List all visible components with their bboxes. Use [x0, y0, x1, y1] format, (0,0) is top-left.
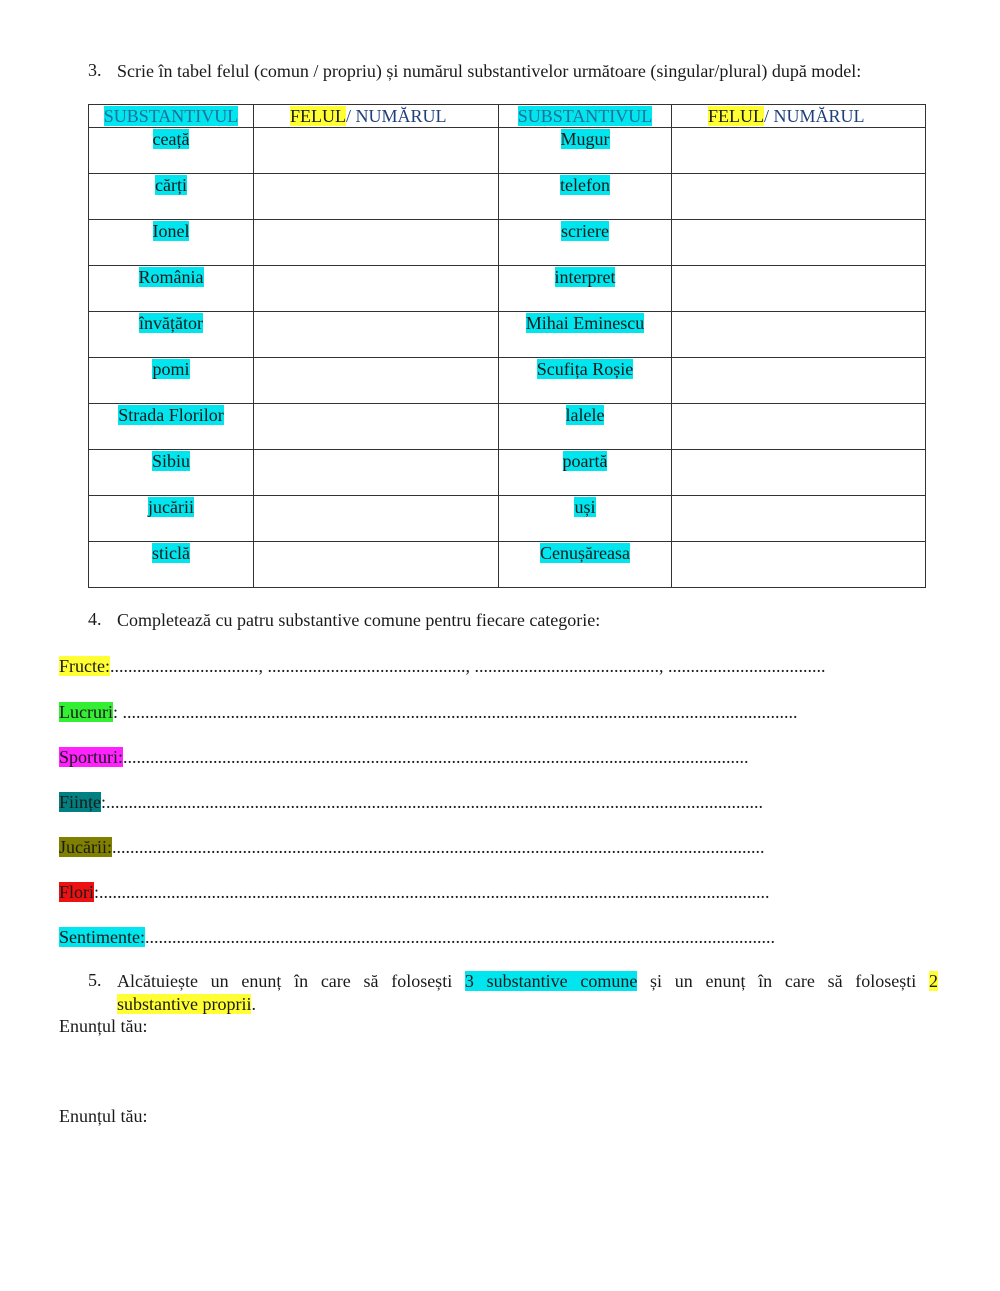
answer-area-2[interactable] [59, 1130, 939, 1190]
noun-cell: Mugur [499, 128, 672, 174]
answer-label-1: Enunțul tău: [59, 1016, 148, 1036]
category-fructe[interactable] [59, 655, 826, 677]
noun-cell: Sibiu [89, 450, 254, 496]
answer-dots: .................................................................................................................................................. [106, 792, 764, 812]
category-sporturi[interactable] [59, 746, 749, 768]
answer-cell[interactable] [254, 404, 499, 450]
header-felul-numarul-1: FELUL/ NUMĂRUL [254, 105, 499, 128]
header-substantivul-2: SUBSTANTIVUL [499, 105, 672, 128]
task-5-number: 5. [88, 970, 102, 990]
noun-cell: scriere [499, 220, 672, 266]
table-row [89, 404, 926, 450]
noun-cell: Strada Florilor [89, 404, 254, 450]
category-label: Sentimente: [59, 927, 145, 947]
answer-dots: ...................................................................................................................................................... [122, 702, 798, 722]
category-jucarii[interactable] [59, 836, 764, 858]
noun-cell: sticlă [89, 542, 254, 588]
noun-cell: pomi [89, 358, 254, 404]
noun-cell: lalele [499, 404, 672, 450]
table-row [89, 174, 926, 220]
noun-cell: ceață [89, 128, 254, 174]
category-label: Fructe: [59, 656, 110, 676]
answer-cell[interactable] [672, 358, 926, 404]
noun-cell: Mihai Eminescu [499, 312, 672, 358]
answer-cell[interactable] [672, 220, 926, 266]
answer-cell[interactable] [672, 266, 926, 312]
category-label: Sporturi: [59, 747, 124, 767]
category-label: Ființe [59, 792, 102, 812]
answer-dots: ........................................................................................................................................... [123, 747, 749, 767]
answer-cell[interactable] [672, 312, 926, 358]
answer-cell[interactable] [254, 220, 499, 266]
category-flori[interactable]: Flori:..................................................................................................................................................... [59, 882, 770, 902]
answer-area-1[interactable] [59, 1040, 939, 1100]
answer-cell[interactable] [254, 128, 499, 174]
table-row [89, 128, 926, 174]
answer-cell[interactable] [254, 266, 499, 312]
table-header-row [89, 105, 926, 128]
noun-cell: interpret [499, 266, 672, 312]
category-lucruri[interactable]: Lucruri: ...................................................................................................................................................... [59, 702, 798, 722]
answer-cell[interactable] [672, 542, 926, 588]
category-label: Lucruri [59, 702, 113, 722]
table-row [89, 542, 926, 588]
noun-cell: uși [499, 496, 672, 542]
answer-cell[interactable] [672, 450, 926, 496]
table-row [89, 496, 926, 542]
noun-cell: Cenușăreasa [499, 542, 672, 588]
substantive-table [88, 104, 926, 588]
answer-label-2: Enunțul tău: [59, 1106, 148, 1126]
noun-cell: cărți [89, 174, 254, 220]
table-row [89, 220, 926, 266]
category-sentimente[interactable] [59, 926, 775, 948]
category-label: Flori [59, 882, 95, 902]
answer-dots: ................................................................................................................................................. [111, 837, 765, 857]
answer-cell[interactable] [254, 496, 499, 542]
answer-cell[interactable] [672, 128, 926, 174]
noun-cell: Scufița Roșie [499, 358, 672, 404]
answer-cell[interactable] [672, 174, 926, 220]
task-3-instruction: Scrie în tabel felul (comun / propriu) și numărul substantivelor următoare (singular/plural) după model: [117, 61, 862, 81]
answer-dots: ................................., ............................................, ........................................., ................................... [110, 656, 826, 676]
answer-cell[interactable] [254, 358, 499, 404]
noun-cell: România [89, 266, 254, 312]
task-5-instruction-line-2: substantive proprii. [117, 994, 256, 1014]
answer-cell[interactable] [254, 174, 499, 220]
answer-cell[interactable] [254, 312, 499, 358]
header-felul-numarul-2: FELUL/ NUMĂRUL [672, 105, 926, 128]
answer-dots: ............................................................................................................................................ [144, 927, 775, 947]
noun-cell: Ionel [89, 220, 254, 266]
table-row [89, 312, 926, 358]
category-label: Jucării: [59, 837, 112, 857]
task-3-number: 3. [88, 60, 102, 80]
answer-cell[interactable] [672, 496, 926, 542]
answer-dots: ..................................................................................................................................................... [99, 882, 770, 902]
answer-cell[interactable] [254, 542, 499, 588]
task-4-number: 4. [88, 609, 102, 629]
table-row [89, 266, 926, 312]
answer-cell[interactable] [672, 404, 926, 450]
task-5-instruction-line-1: Alcătuiește un enunț în care să folosești 3 substantive comune și un enunț în care să folosești 2 [117, 971, 938, 991]
noun-cell: poartă [499, 450, 672, 496]
task-4-instruction: Completează cu patru substantive comune pentru fiecare categorie: [117, 610, 601, 630]
table-row [89, 450, 926, 496]
noun-cell: telefon [499, 174, 672, 220]
category-fiinte[interactable]: Ființe:.................................................................................................................................................. [59, 792, 764, 812]
noun-cell: jucării [89, 496, 254, 542]
table-row [89, 358, 926, 404]
noun-cell: învățător [89, 312, 254, 358]
answer-cell[interactable] [254, 450, 499, 496]
header-substantivul-1: SUBSTANTIVUL [89, 105, 254, 128]
